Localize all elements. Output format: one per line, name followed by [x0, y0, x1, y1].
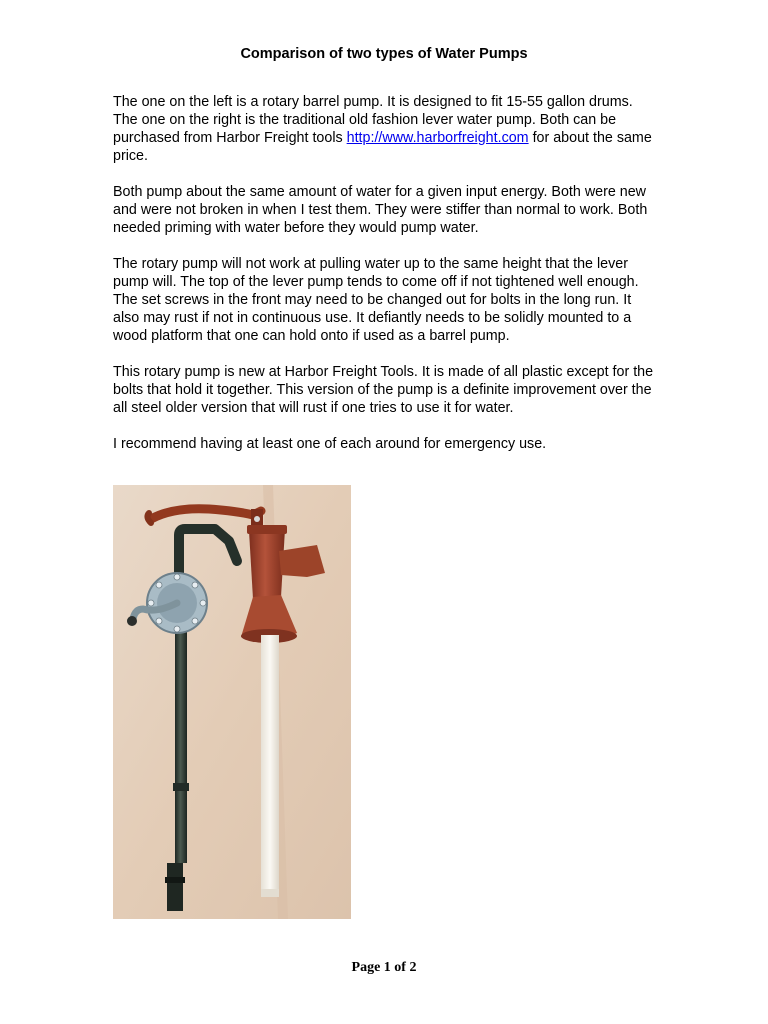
lever-pump-tube	[261, 635, 279, 897]
rotary-pump-crank-knob	[127, 616, 137, 626]
paragraph-intro-text: The one on the left is a rotary barrel pump. It is designed to fit 15-55 gallon drums. The one on the right is the traditional old fashion lever water pump. Both can be purchased from Harbor Freight tools	[113, 94, 633, 146]
pump-photo	[113, 485, 351, 919]
harborfreight-link[interactable]: http://www.harborfreight.com	[346, 130, 529, 146]
rotary-pump-pipe-joint	[173, 783, 189, 791]
lever-pump-body	[249, 529, 285, 599]
lever-pump-handle-end	[147, 513, 151, 523]
page-number: Page 1 of 2	[351, 960, 417, 975]
page-title: Comparison of two types of Water Pumps	[240, 46, 528, 62]
lever-pump-pivot	[254, 516, 260, 522]
paragraph-intro-tail: for about the same price.	[113, 130, 652, 164]
paragraph-performance: Both pump about the same amount of water for a given input energy. Both were new and were not broken in when I test them. They were stiffer than normal to work. Both needed priming with water before they would pump water.	[113, 184, 648, 236]
lever-pump-top-cap	[247, 525, 287, 534]
rotary-pump-pipe-ring	[165, 877, 185, 883]
paragraph-recommendation: I recommend having at least one of each around for emergency use.	[113, 436, 547, 452]
paragraph-rotary-limits: The rotary pump will not work at pulling water up to the same height that the lever pump will. The top of the lever pump tends to come off if not tightened well enough. The set screws in the front may need to be changed out for bolts in the long run. It also may rust if not in continuous use. It defiantly needs to be solidly mounted to a wood platform that one can hold onto if used as a barrel pump.	[113, 256, 639, 344]
document-body	[113, 93, 658, 471]
paragraph-new-version: This rotary pump is new at Harbor Freight Tools. It is made of all plastic except for the bolts that hold it together. This version of the pump is a definite improvement over the all steel older version that will rust if one tries to use it for water.	[113, 364, 654, 416]
paragraph-intro	[113, 93, 658, 165]
lever-pump-tube-end	[261, 889, 279, 897]
rotary-pump-pipe-end	[167, 863, 183, 911]
